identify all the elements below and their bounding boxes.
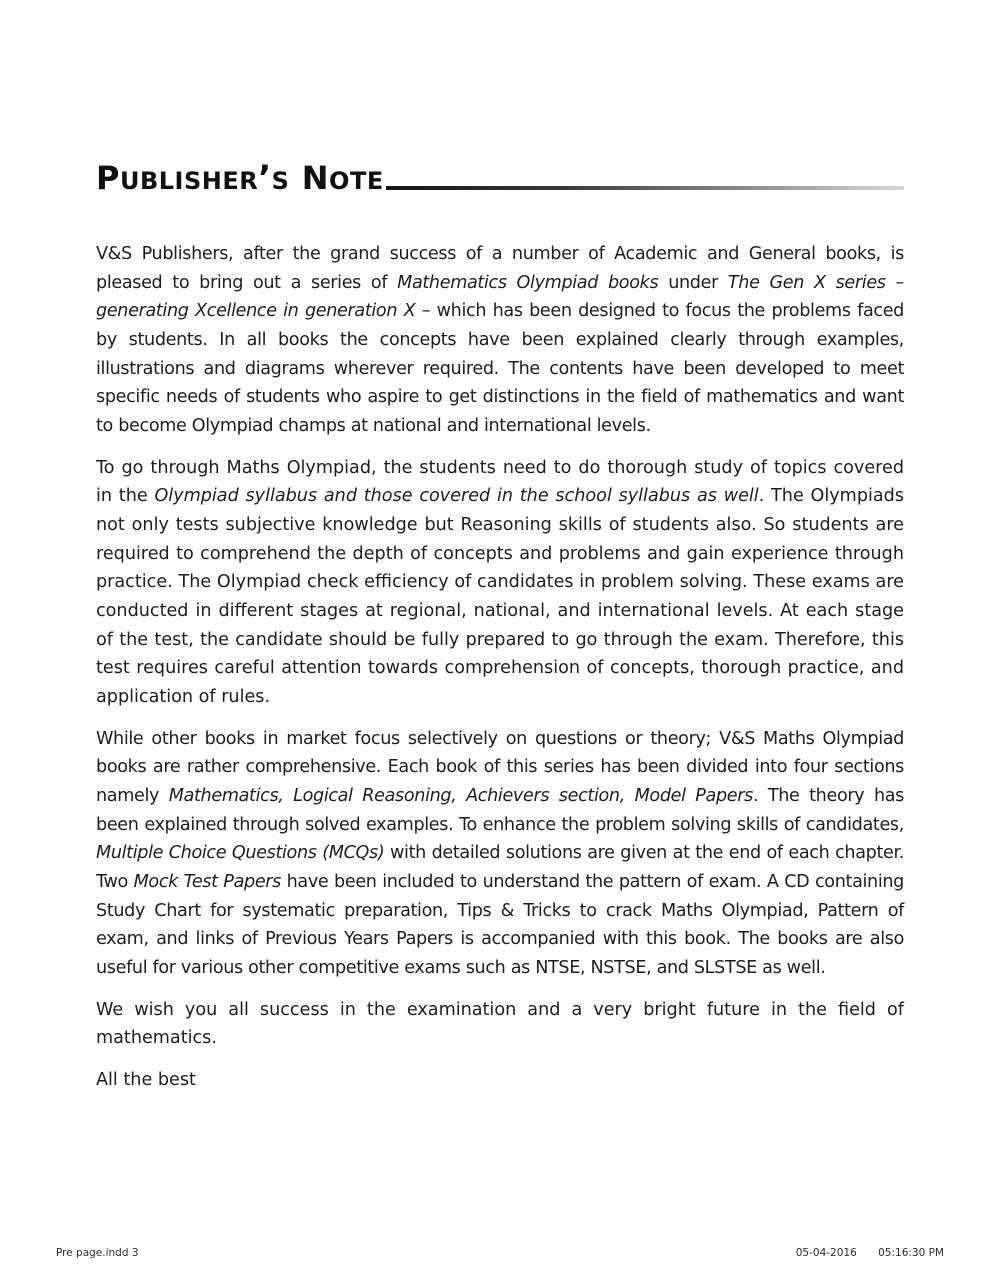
title-apostrophe: ’ bbox=[258, 158, 272, 198]
footer-timestamp bbox=[778, 1247, 944, 1259]
para-2 bbox=[96, 454, 904, 712]
text-run: have been included to understand the pattern of exam. A CD containing Study Chart for systematic preparation, Tips & Tricks to crack Maths Olympiad, Pattern of exam, and links of Previous Years Papers is accompanied with this book. The books are also useful for various other competitive exams such as NTSE, NSTSE, and SLSTSE as well. bbox=[96, 872, 904, 979]
text-run: V&S Publishers, after the grand success of a number of Academic and General books, is pleased to bring out a series of bbox=[96, 244, 904, 293]
text-run: To go through Maths Olympiad, the students need to do thorough study of topics covered in the bbox=[96, 457, 904, 507]
emphasis-run: Olympiad syllabus and those covered in the school syllabus as well bbox=[154, 486, 759, 507]
page-content bbox=[96, 146, 904, 1095]
footer-time: 05:16:30 PM bbox=[878, 1247, 944, 1259]
emphasis-run: The Gen X series – generating Xcellence in generation X bbox=[96, 272, 904, 322]
emphasis-run: Mathematics, Logical Reasoning, Achievers section, Model Papers bbox=[168, 786, 753, 807]
para-1 bbox=[96, 240, 904, 441]
text-run: . The Olympiads not only tests subjective knowledge but Reasoning skills of students also. So students are required to comprehend the depth of concepts and problems and gain experience through practice. The Olympiad check efficiency of candidates in problem solving. These exams are conducted in different stages at regional, national, and international levels. At each stage of the test, the candidate should be fully prepared to go through the exam. Therefore, this test requires careful attention towards comprehension of concepts, thorough practice, and application of rules. bbox=[96, 486, 904, 708]
publishers-note-body bbox=[96, 240, 904, 1095]
emphasis-run: Mathematics Olympiad books bbox=[397, 272, 659, 293]
title-letter-s: s bbox=[271, 158, 290, 198]
title-text-ote: ote bbox=[329, 158, 384, 198]
page-title-row bbox=[96, 146, 904, 200]
para-5 bbox=[96, 1066, 904, 1095]
text-run: We wish you all success in the examination and a very bright future in the field of mathematics. bbox=[96, 999, 904, 1049]
para-4 bbox=[96, 996, 904, 1053]
text-run: All the best bbox=[96, 1070, 196, 1091]
title-letter-n: n bbox=[301, 146, 330, 200]
footer-date: 05-04-2016 bbox=[795, 1247, 857, 1259]
emphasis-run: Mock Test Papers bbox=[133, 872, 281, 893]
text-run: – which has been designed to focus the problems faced by students. In all books the concepts have been explained clearly through examples, illustrations and diagrams wherever required. The contents have been developed to meet specific needs of students who aspire to get distinctions in the field of mathematics and want to become Olympiad champs at national and international levels. bbox=[96, 301, 904, 437]
text-run: under bbox=[658, 272, 728, 293]
emphasis-run: Multiple Choice Questions (MCQs) bbox=[96, 843, 385, 864]
footer-file-label: Pre page.indd 3 bbox=[56, 1247, 139, 1259]
text-run: with detailed solutions are given at the end of each chapter. Two bbox=[96, 843, 904, 893]
text-run: While other books in market focus selectively on questions or theory; V&S Maths Olympiad books are rather comprehensive. Each book of this series has been divided into four sections namely bbox=[96, 728, 904, 807]
para-3 bbox=[96, 725, 904, 983]
page-title bbox=[96, 146, 384, 200]
title-underline-rule bbox=[386, 186, 904, 190]
page-footer bbox=[56, 1247, 944, 1259]
text-run: . The theory has been explained through solved examples. To enhance the problem solving skills of candidates, bbox=[96, 786, 904, 835]
title-text-ublisher: ublisher bbox=[119, 158, 259, 198]
title-rule-wrap bbox=[386, 158, 904, 196]
title-letter-p: p bbox=[96, 146, 120, 200]
